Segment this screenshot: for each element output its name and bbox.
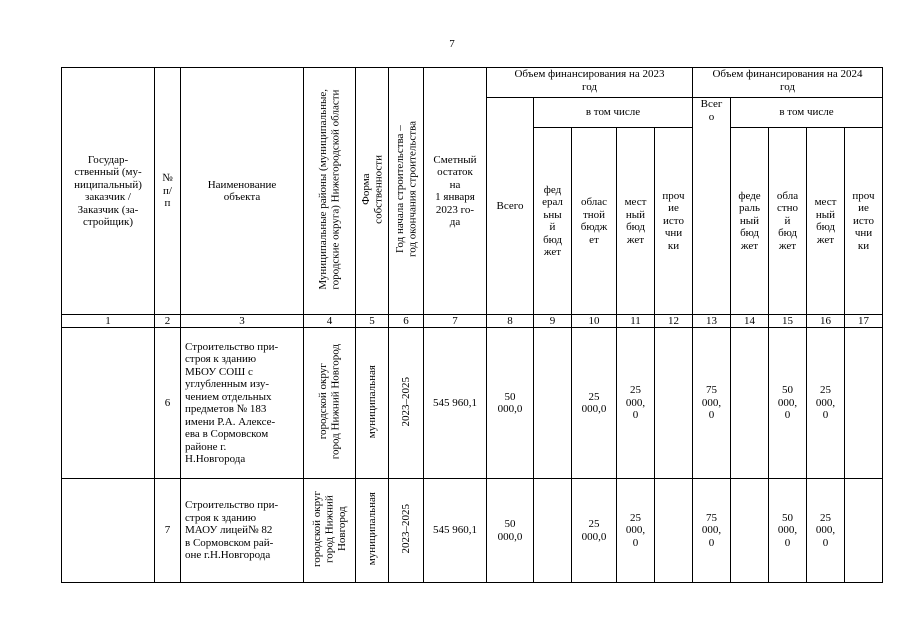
header-regional-2023: облас тной бюдж ет [572,128,617,315]
cell-total-2023: 50 000,0 [487,479,534,583]
cell-regional-2023: 25 000,0 [572,479,617,583]
header-object-name: Наименование объекта [181,68,304,315]
column-number: 2 [155,315,181,328]
header-customer: Государ- ственный (му- ниципальный) заказчик / Заказчик (за- стройщик) [62,68,155,315]
column-number: 12 [655,315,693,328]
column-number: 4 [304,315,356,328]
header-federal-2023: фед ерал ьны й бюд жет [534,128,572,315]
header-municipality: Муниципальные районы (муниципальные, городские округа) Нижегородской области [304,68,356,315]
header-total-2024: Всег о [693,98,731,315]
cell-object-name: Строительство при- строя к зданию МБОУ СОШ с углубленным изу- чением отдельных предметов № 183 имени Р.А. Алексе- ева в Сормовском районе г. Н.Новгорода [181,328,304,479]
page-number: 7 [449,38,455,50]
cell-total-2024: 75 000, 0 [693,328,731,479]
cell-regional-2024: 50 000, 0 [769,328,807,479]
header-funding-2024: Объем финансирования на 2024 год [693,68,883,98]
header-funding-2023: Объем финансирования на 2023 год [487,68,693,98]
header-total-2023: Всего [487,98,534,315]
cell-federal-2023 [534,479,572,583]
cell-row-number: 6 [155,328,181,479]
cell-other-2023 [655,328,693,479]
cell-federal-2024 [731,479,769,583]
header-local-2023: мест ный бюд жет [617,128,655,315]
column-number-row [62,315,883,328]
header-row-number: № п/ п [155,68,181,315]
cell-local-2023: 25 000, 0 [617,479,655,583]
cell-local-2024: 25 000, 0 [807,328,845,479]
header-local-2024: мест ный бюд жет [807,128,845,315]
cell-regional-2023: 25 000,0 [572,328,617,479]
cell-municipality: городской округ город Нижний Новгород [304,479,356,583]
header-regional-2024: обла стно й бюд жет [769,128,807,315]
cell-total-2023: 50 000,0 [487,328,534,479]
cell-other-2024 [845,479,883,583]
header-other-2024: проч ие исто чни ки [845,128,883,315]
header-ownership: Форма собственности [356,68,389,315]
column-number: 9 [534,315,572,328]
column-number: 6 [389,315,424,328]
cell-total-2024: 75 000, 0 [693,479,731,583]
cell-federal-2023 [534,328,572,479]
header-years: Год начала строительства – год окончания строительства [389,68,424,315]
column-number: 14 [731,315,769,328]
column-number: 5 [356,315,389,328]
column-number: 11 [617,315,655,328]
cell-estimate: 545 960,1 [424,479,487,583]
cell-row-number: 7 [155,479,181,583]
column-number: 15 [769,315,807,328]
column-number: 1 [62,315,155,328]
table-row [62,479,883,583]
cell-local-2023: 25 000, 0 [617,328,655,479]
cell-other-2024 [845,328,883,479]
cell-years: 2023–2025 [389,479,424,583]
header-estimate-remainder: Сметный остаток на 1 января 2023 го- да [424,68,487,315]
cell-estimate: 545 960,1 [424,328,487,479]
cell-customer [62,479,155,583]
header-federal-2024: феде раль ный бюд жет [731,128,769,315]
column-number: 16 [807,315,845,328]
cell-ownership: муниципальная [356,328,389,479]
header-including-2024: в том числе [731,98,883,128]
column-number: 3 [181,315,304,328]
cell-years: 2023–2025 [389,328,424,479]
cell-municipality: городской округ город Нижний Новгород [304,328,356,479]
column-number: 17 [845,315,883,328]
column-number: 8 [487,315,534,328]
funding-table [61,67,883,583]
column-number: 13 [693,315,731,328]
cell-local-2024: 25 000, 0 [807,479,845,583]
cell-other-2023 [655,479,693,583]
column-number: 7 [424,315,487,328]
column-number: 10 [572,315,617,328]
cell-regional-2024: 50 000, 0 [769,479,807,583]
cell-federal-2024 [731,328,769,479]
header-including-2023: в том числе [534,98,693,128]
header-other-2023: проч ие исто чни ки [655,128,693,315]
cell-object-name: Строительство при- строя к зданию МАОУ лицей№ 82 в Сормовском рай- оне г.Н.Новгорода [181,479,304,583]
cell-customer [62,328,155,479]
table-row [62,328,883,479]
cell-ownership: муниципальная [356,479,389,583]
